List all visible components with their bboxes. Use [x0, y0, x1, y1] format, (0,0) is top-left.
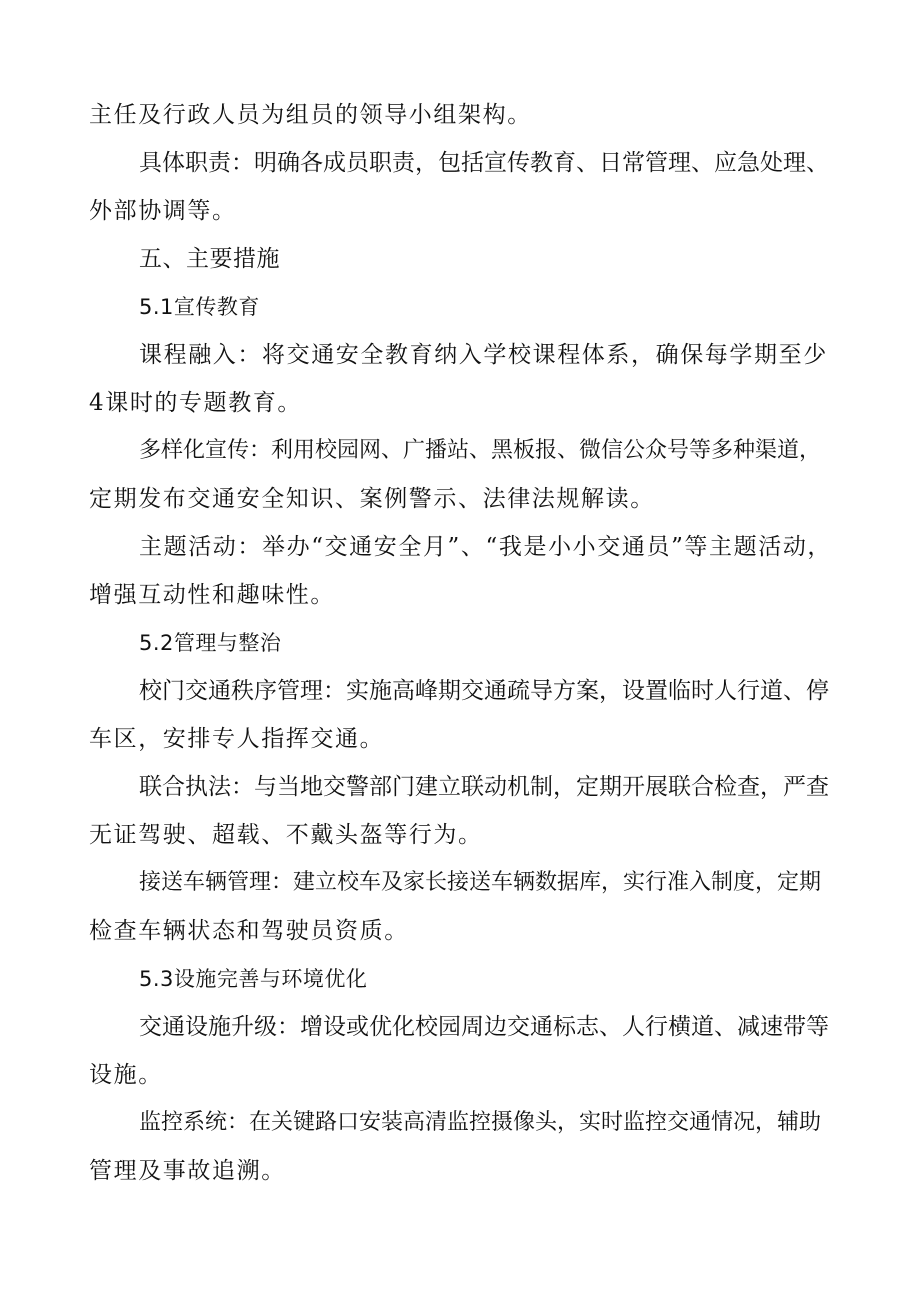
- paragraph-line: 课程融入：将交通安全教育纳入学校课程体系，确保每学期至少: [139, 342, 828, 368]
- paragraph-line: 监控系统：在关键路口安装高清监控摄像头，实时监控交通情况，辅助: [139, 1110, 822, 1135]
- paragraph-line: 管理及事故追溯。: [89, 1158, 286, 1184]
- subsection-heading: 5.2管理与整治: [139, 631, 282, 655]
- paragraph-line: 定期发布交通安全知识、案例警示、法律法规解读。: [89, 486, 655, 512]
- paragraph-line: 联合执法：与当地交警部门建立联动机制，定期开展联合检查，严查: [139, 774, 829, 800]
- paragraph-line: 无证驾驶、超载、不戴头盔等行为。: [89, 822, 483, 848]
- paragraph-line: 校门交通秩序管理：实施高峰期交通疏导方案，设置临时人行道、停: [139, 678, 829, 704]
- paragraph-line: 增强互动性和趣味性。: [89, 582, 335, 608]
- paragraph-line: 主任及行政人员为组员的领导小组架构。: [89, 102, 532, 128]
- paragraph-line: 外部协调等。: [89, 198, 237, 224]
- paragraph-line: 主题活动：举办“交通安全月”、“我是小小交通员”等主题活动，: [139, 534, 833, 560]
- paragraph-line: 具体职责：明确各成员职责，包括宣传教育、日常管理、应急处理、: [139, 150, 829, 176]
- paragraph-line: 接送车辆管理：建立校车及家长接送车辆数据库，实行准入制度，定期: [139, 870, 822, 895]
- paragraph-line: 4课时的专题教育。: [89, 390, 303, 416]
- subsection-heading: 5.1宣传教育: [139, 295, 260, 319]
- paragraph-line: 设施。: [89, 1062, 163, 1088]
- paragraph-line: 交通设施升级：增设或优化校园周边交通标志、人行横道、减速带等: [139, 1014, 829, 1040]
- section-heading: 五、主要措施: [139, 246, 280, 272]
- paragraph-line: 检查车辆状态和驾驶员资质。: [89, 918, 409, 944]
- subsection-heading: 5.3设施完善与环境优化: [139, 967, 368, 991]
- paragraph-line: 车区，安排专人指挥交通。: [89, 726, 385, 752]
- paragraph-line: 多样化宣传：利用校园网、广播站、黑板报、微信公众号等多种渠道，: [139, 438, 822, 463]
